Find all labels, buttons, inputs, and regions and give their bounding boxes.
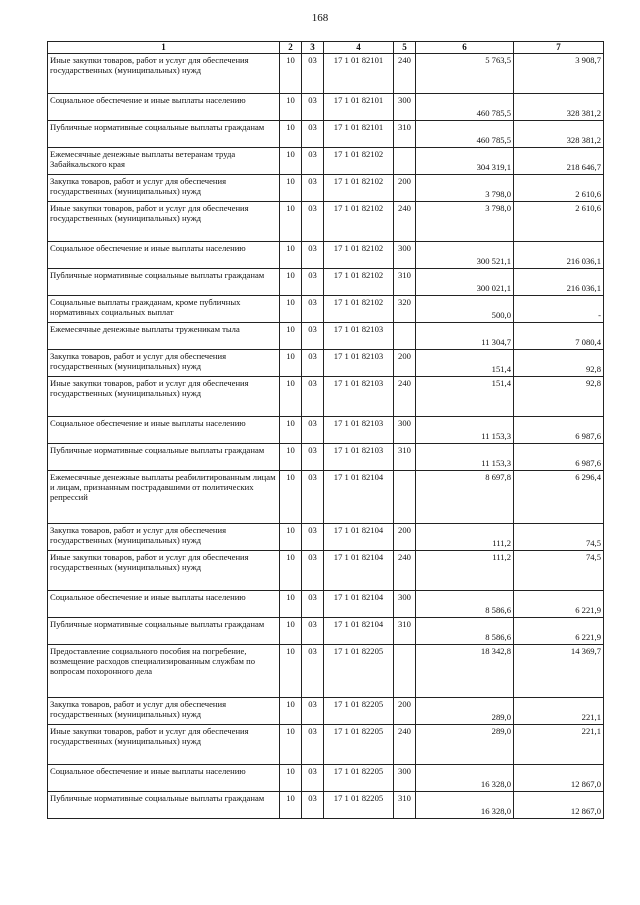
table-row	[48, 269, 604, 296]
amount-col6-cell: 111,2	[416, 524, 514, 551]
table-row	[48, 444, 604, 471]
table-row	[48, 296, 604, 323]
table-row	[48, 591, 604, 618]
amount-col7-cell: 74,5	[514, 551, 604, 591]
amount-col6-cell: 8 697,8	[416, 471, 514, 524]
expense-type-cell: 240	[394, 551, 416, 591]
subsection-code-cell: 03	[302, 645, 324, 698]
table-row	[48, 377, 604, 417]
target-article-cell: 17 1 01 82104	[324, 591, 394, 618]
section-code-cell: 10	[280, 323, 302, 350]
target-article-cell: 17 1 01 82102	[324, 296, 394, 323]
target-article-cell: 17 1 01 82103	[324, 444, 394, 471]
amount-col6-cell: 11 153,3	[416, 444, 514, 471]
item-name-cell: Закупка товаров, работ и услуг для обеспечения государственных (муниципальных) нужд	[48, 175, 280, 202]
section-code-cell: 10	[280, 698, 302, 725]
section-code-cell: 10	[280, 471, 302, 524]
table-row	[48, 551, 604, 591]
section-code-cell: 10	[280, 551, 302, 591]
column-header: 5	[394, 42, 416, 54]
amount-col6-cell: 8 586,6	[416, 591, 514, 618]
expense-type-cell: 300	[394, 765, 416, 792]
header-row	[48, 42, 604, 54]
item-name-cell: Иные закупки товаров, работ и услуг для обеспечения государственных (муниципальных) нужд	[48, 54, 280, 94]
subsection-code-cell: 03	[302, 591, 324, 618]
section-code-cell: 10	[280, 350, 302, 377]
table-row	[48, 94, 604, 121]
amount-col6-cell: 289,0	[416, 698, 514, 725]
item-name-cell: Закупка товаров, работ и услуг для обеспечения государственных (муниципальных) нужд	[48, 524, 280, 551]
table-row	[48, 175, 604, 202]
section-code-cell: 10	[280, 202, 302, 242]
amount-col6-cell: 460 785,5	[416, 94, 514, 121]
table-row	[48, 618, 604, 645]
amount-col6-cell: 11 153,3	[416, 417, 514, 444]
subsection-code-cell: 03	[302, 618, 324, 645]
subsection-code-cell: 03	[302, 551, 324, 591]
item-name-cell: Публичные нормативные социальные выплаты гражданам	[48, 792, 280, 819]
target-article-cell: 17 1 01 82101	[324, 54, 394, 94]
subsection-code-cell: 03	[302, 444, 324, 471]
table-row	[48, 645, 604, 698]
item-name-cell: Предоставление социального пособия на погребение, возмещение расходов специализированным службам по вопросам похоронного дела	[48, 645, 280, 698]
expense-type-cell: 310	[394, 269, 416, 296]
page-number: 168	[311, 12, 329, 24]
item-name-cell: Иные закупки товаров, работ и услуг для обеспечения государственных (муниципальных) нужд	[48, 202, 280, 242]
section-code-cell: 10	[280, 618, 302, 645]
amount-col7-cell: 216 036,1	[514, 269, 604, 296]
item-name-cell: Социальные выплаты гражданам, кроме публичных нормативных социальных выплат	[48, 296, 280, 323]
amount-col7-cell: 6 221,9	[514, 618, 604, 645]
amount-col6-cell: 8 586,6	[416, 618, 514, 645]
table-row	[48, 417, 604, 444]
amount-col7-cell: 6 221,9	[514, 591, 604, 618]
expense-type-cell	[394, 645, 416, 698]
column-header: 2	[280, 42, 302, 54]
table-row	[48, 524, 604, 551]
expense-type-cell: 300	[394, 591, 416, 618]
target-article-cell: 17 1 01 82104	[324, 618, 394, 645]
section-code-cell: 10	[280, 524, 302, 551]
amount-col6-cell: 3 798,0	[416, 202, 514, 242]
amount-col6-cell: 3 798,0	[416, 175, 514, 202]
subsection-code-cell: 03	[302, 296, 324, 323]
section-code-cell: 10	[280, 417, 302, 444]
table-body	[48, 54, 604, 819]
amount-col7-cell: 14 369,7	[514, 645, 604, 698]
section-code-cell: 10	[280, 765, 302, 792]
item-name-cell: Иные закупки товаров, работ и услуг для обеспечения государственных (муниципальных) нужд	[48, 725, 280, 765]
section-code-cell: 10	[280, 242, 302, 269]
item-name-cell: Иные закупки товаров, работ и услуг для обеспечения государственных (муниципальных) нужд	[48, 377, 280, 417]
section-code-cell: 10	[280, 444, 302, 471]
expense-type-cell: 200	[394, 698, 416, 725]
expense-type-cell: 310	[394, 444, 416, 471]
table-row	[48, 765, 604, 792]
table-row	[48, 350, 604, 377]
expense-type-cell: 240	[394, 377, 416, 417]
item-name-cell: Иные закупки товаров, работ и услуг для обеспечения государственных (муниципальных) нужд	[48, 551, 280, 591]
table-row	[48, 698, 604, 725]
amount-col6-cell: 304 319,1	[416, 148, 514, 175]
target-article-cell: 17 1 01 82103	[324, 417, 394, 444]
expense-type-cell: 310	[394, 121, 416, 148]
section-code-cell: 10	[280, 175, 302, 202]
target-article-cell: 17 1 01 82104	[324, 471, 394, 524]
target-article-cell: 17 1 01 82205	[324, 698, 394, 725]
subsection-code-cell: 03	[302, 765, 324, 792]
item-name-cell: Ежемесячные денежные выплаты реабилитированным лицам и лицам, признанным пострадавшими от политических репрессий	[48, 471, 280, 524]
section-code-cell: 10	[280, 269, 302, 296]
section-code-cell: 10	[280, 94, 302, 121]
subsection-code-cell: 03	[302, 698, 324, 725]
column-header: 4	[324, 42, 394, 54]
amount-col6-cell: 151,4	[416, 377, 514, 417]
item-name-cell: Ежемесячные денежные выплаты труженикам тыла	[48, 323, 280, 350]
column-header: 6	[416, 42, 514, 54]
target-article-cell: 17 1 01 82102	[324, 269, 394, 296]
subsection-code-cell: 03	[302, 242, 324, 269]
target-article-cell: 17 1 01 82205	[324, 792, 394, 819]
item-name-cell: Социальное обеспечение и иные выплаты населению	[48, 591, 280, 618]
subsection-code-cell: 03	[302, 524, 324, 551]
table-row	[48, 54, 604, 94]
expense-type-cell: 300	[394, 417, 416, 444]
amount-col7-cell: 12 867,0	[514, 765, 604, 792]
subsection-code-cell: 03	[302, 417, 324, 444]
amount-col7-cell: 6 296,4	[514, 471, 604, 524]
amount-col7-cell: 6 987,6	[514, 417, 604, 444]
expense-type-cell: 310	[394, 792, 416, 819]
target-article-cell: 17 1 01 82104	[324, 524, 394, 551]
target-article-cell: 17 1 01 82104	[324, 551, 394, 591]
expense-type-cell	[394, 323, 416, 350]
section-code-cell: 10	[280, 377, 302, 417]
expense-type-cell: 200	[394, 524, 416, 551]
amount-col6-cell: 16 328,0	[416, 765, 514, 792]
amount-col7-cell: 218 646,7	[514, 148, 604, 175]
amount-col7-cell: 216 036,1	[514, 242, 604, 269]
item-name-cell: Социальное обеспечение и иные выплаты населению	[48, 417, 280, 444]
amount-col7-cell: 12 867,0	[514, 792, 604, 819]
amount-col6-cell: 18 342,8	[416, 645, 514, 698]
amount-col6-cell: 460 785,5	[416, 121, 514, 148]
amount-col7-cell: 92,8	[514, 377, 604, 417]
target-article-cell: 17 1 01 82102	[324, 202, 394, 242]
subsection-code-cell: 03	[302, 54, 324, 94]
column-header: 1	[48, 42, 280, 54]
target-article-cell: 17 1 01 82205	[324, 765, 394, 792]
item-name-cell: Социальное обеспечение и иные выплаты населению	[48, 242, 280, 269]
subsection-code-cell: 03	[302, 202, 324, 242]
subsection-code-cell: 03	[302, 471, 324, 524]
item-name-cell: Публичные нормативные социальные выплаты гражданам	[48, 444, 280, 471]
subsection-code-cell: 03	[302, 377, 324, 417]
subsection-code-cell: 03	[302, 725, 324, 765]
expense-type-cell: 200	[394, 350, 416, 377]
budget-table	[47, 41, 604, 819]
subsection-code-cell: 03	[302, 175, 324, 202]
expense-type-cell: 320	[394, 296, 416, 323]
item-name-cell: Закупка товаров, работ и услуг для обеспечения государственных (муниципальных) нужд	[48, 698, 280, 725]
expense-type-cell: 240	[394, 54, 416, 94]
amount-col7-cell: -	[514, 296, 604, 323]
amount-col6-cell: 5 763,5	[416, 54, 514, 94]
amount-col6-cell: 151,4	[416, 350, 514, 377]
amount-col6-cell: 500,0	[416, 296, 514, 323]
expense-type-cell: 300	[394, 242, 416, 269]
subsection-code-cell: 03	[302, 350, 324, 377]
section-code-cell: 10	[280, 792, 302, 819]
amount-col6-cell: 300 521,1	[416, 242, 514, 269]
table-row	[48, 148, 604, 175]
amount-col6-cell: 111,2	[416, 551, 514, 591]
amount-col7-cell: 74,5	[514, 524, 604, 551]
column-header: 7	[514, 42, 604, 54]
section-code-cell: 10	[280, 591, 302, 618]
subsection-code-cell: 03	[302, 269, 324, 296]
amount-col7-cell: 7 080,4	[514, 323, 604, 350]
item-name-cell: Закупка товаров, работ и услуг для обеспечения государственных (муниципальных) нужд	[48, 350, 280, 377]
amount-col7-cell: 221,1	[514, 698, 604, 725]
table-row	[48, 242, 604, 269]
target-article-cell: 17 1 01 82102	[324, 175, 394, 202]
expense-type-cell: 300	[394, 94, 416, 121]
amount-col7-cell: 2 610,6	[514, 175, 604, 202]
expense-type-cell: 310	[394, 618, 416, 645]
item-name-cell: Публичные нормативные социальные выплаты гражданам	[48, 618, 280, 645]
amount-col6-cell: 289,0	[416, 725, 514, 765]
target-article-cell: 17 1 01 82103	[324, 323, 394, 350]
table-row	[48, 323, 604, 350]
amount-col7-cell: 6 987,6	[514, 444, 604, 471]
amount-col7-cell: 2 610,6	[514, 202, 604, 242]
expense-type-cell	[394, 148, 416, 175]
amount-col6-cell: 11 304,7	[416, 323, 514, 350]
expense-type-cell	[394, 471, 416, 524]
table-row	[48, 725, 604, 765]
amount-col6-cell: 16 328,0	[416, 792, 514, 819]
amount-col6-cell: 300 021,1	[416, 269, 514, 296]
section-code-cell: 10	[280, 54, 302, 94]
expense-type-cell: 240	[394, 725, 416, 765]
target-article-cell: 17 1 01 82102	[324, 242, 394, 269]
subsection-code-cell: 03	[302, 94, 324, 121]
subsection-code-cell: 03	[302, 792, 324, 819]
expense-type-cell: 240	[394, 202, 416, 242]
section-code-cell: 10	[280, 296, 302, 323]
subsection-code-cell: 03	[302, 121, 324, 148]
table-row	[48, 121, 604, 148]
amount-col7-cell: 221,1	[514, 725, 604, 765]
target-article-cell: 17 1 01 82205	[324, 645, 394, 698]
item-name-cell: Ежемесячные денежные выплаты ветеранам труда Забайкальского края	[48, 148, 280, 175]
section-code-cell: 10	[280, 725, 302, 765]
section-code-cell: 10	[280, 148, 302, 175]
item-name-cell: Публичные нормативные социальные выплаты гражданам	[48, 121, 280, 148]
column-header: 3	[302, 42, 324, 54]
target-article-cell: 17 1 01 82103	[324, 350, 394, 377]
target-article-cell: 17 1 01 82102	[324, 148, 394, 175]
amount-col7-cell: 3 908,7	[514, 54, 604, 94]
item-name-cell: Публичные нормативные социальные выплаты гражданам	[48, 269, 280, 296]
amount-col7-cell: 328 381,2	[514, 121, 604, 148]
amount-col7-cell: 328 381,2	[514, 94, 604, 121]
subsection-code-cell: 03	[302, 148, 324, 175]
section-code-cell: 10	[280, 121, 302, 148]
table-row	[48, 792, 604, 819]
item-name-cell: Социальное обеспечение и иные выплаты населению	[48, 94, 280, 121]
table-row	[48, 202, 604, 242]
item-name-cell: Социальное обеспечение и иные выплаты населению	[48, 765, 280, 792]
target-article-cell: 17 1 01 82103	[324, 377, 394, 417]
amount-col7-cell: 92,8	[514, 350, 604, 377]
target-article-cell: 17 1 01 82101	[324, 94, 394, 121]
target-article-cell: 17 1 01 82101	[324, 121, 394, 148]
table-row	[48, 471, 604, 524]
expense-type-cell: 200	[394, 175, 416, 202]
target-article-cell: 17 1 01 82205	[324, 725, 394, 765]
section-code-cell: 10	[280, 645, 302, 698]
subsection-code-cell: 03	[302, 323, 324, 350]
